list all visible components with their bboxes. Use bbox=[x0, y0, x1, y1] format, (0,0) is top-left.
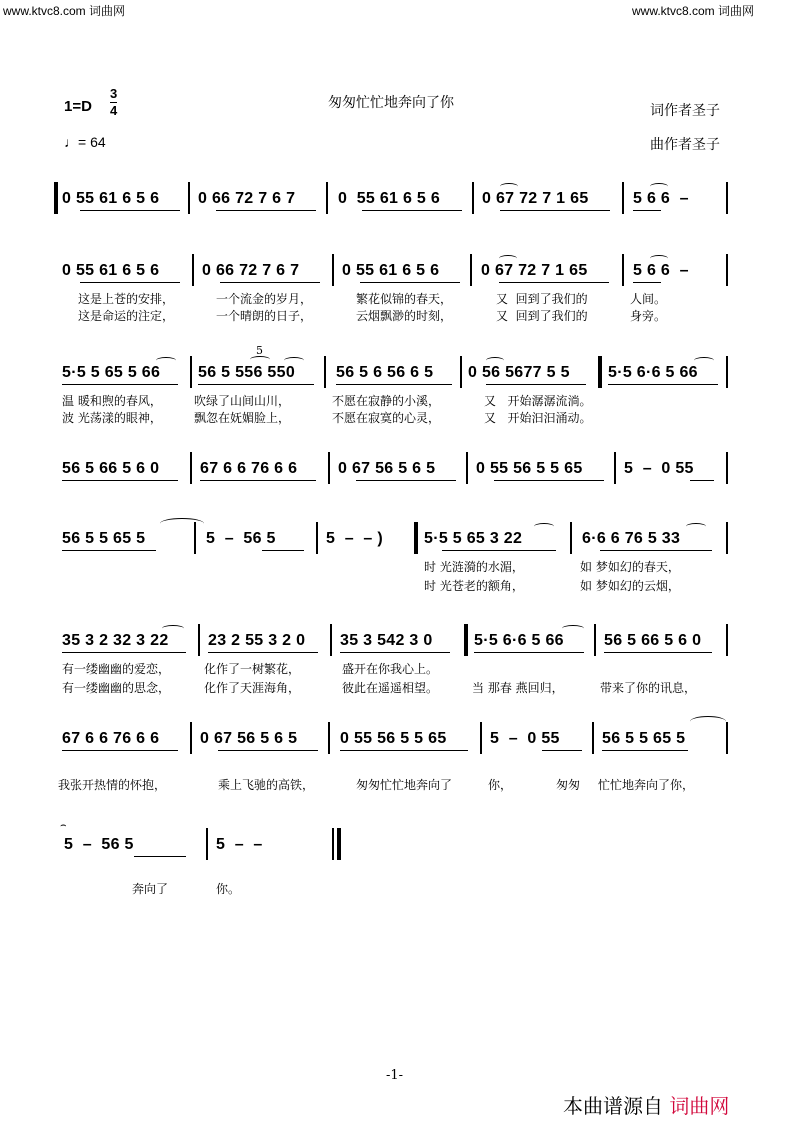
lyric: 乘上飞驰的高铁， bbox=[218, 778, 315, 792]
underline bbox=[62, 550, 156, 551]
measure-notes: 0 55 61 6 5 6 bbox=[342, 262, 440, 279]
measure-notes: 35 3 542 3 0 bbox=[340, 632, 433, 649]
slur bbox=[499, 255, 517, 262]
slur bbox=[686, 523, 706, 530]
measure-notes: 56 5 66 5 6 0 bbox=[604, 632, 702, 649]
underline bbox=[602, 750, 688, 751]
barline bbox=[570, 522, 572, 554]
underline bbox=[198, 384, 314, 385]
lyric: 这是命运的注定， bbox=[78, 309, 175, 323]
slur bbox=[650, 255, 668, 262]
barline bbox=[324, 356, 326, 388]
lyric: 繁花似锦的春天， bbox=[356, 292, 453, 306]
barline bbox=[480, 722, 482, 754]
barline bbox=[326, 182, 328, 214]
barline bbox=[332, 254, 334, 286]
underline bbox=[356, 480, 456, 481]
measure-notes: 5 6 6 – bbox=[633, 190, 689, 207]
barline bbox=[198, 624, 200, 656]
measure-notes: 5 – 56 5 bbox=[64, 836, 134, 853]
lyric: 有一缕幽幽的思念， bbox=[62, 681, 171, 695]
lyric: 化作了一树繁花， bbox=[204, 662, 301, 676]
measure-notes: 67 6 6 76 6 6 bbox=[62, 730, 160, 747]
slur bbox=[694, 357, 714, 364]
slur bbox=[500, 183, 518, 190]
underline bbox=[218, 750, 318, 751]
underline bbox=[360, 282, 460, 283]
lyric: 云烟飘渺的时刻， bbox=[356, 309, 453, 323]
lyric: 又 开始汩汩涌动。 bbox=[484, 411, 592, 425]
quarter-note-icon: ♩ bbox=[64, 134, 78, 150]
measure-notes: 56 5 5 65 5 bbox=[62, 530, 146, 547]
measure-notes: 5·5 5 65 3 22 bbox=[424, 530, 523, 547]
barline bbox=[206, 828, 208, 860]
source-site-link[interactable]: 词曲网 bbox=[669, 1094, 730, 1118]
barline bbox=[726, 452, 728, 484]
lyric: 我张开热情的怀抱， bbox=[58, 778, 167, 792]
lyric: 当 那春 燕回归， bbox=[472, 681, 564, 695]
time-signature bbox=[110, 87, 117, 118]
tempo-mark bbox=[64, 134, 106, 150]
time-signature-bottom: 4 bbox=[110, 103, 118, 118]
underline bbox=[633, 210, 661, 211]
underline bbox=[80, 282, 180, 283]
tuplet-number: 5 bbox=[256, 344, 263, 357]
lyric: 又 开始潺潺流淌。 bbox=[484, 394, 592, 408]
barline bbox=[622, 254, 624, 286]
final-barline-thin bbox=[332, 828, 334, 860]
barline bbox=[726, 722, 728, 754]
lyric: 化作了天涯海角， bbox=[204, 681, 301, 695]
measure-notes: 5 6 6 – bbox=[633, 262, 689, 279]
lyric: 吹绿了山间山川， bbox=[194, 394, 291, 408]
lyric: 一个流金的岁月， bbox=[216, 292, 313, 306]
tie bbox=[160, 518, 204, 529]
measure-notes: 0 55 61 6 5 6 bbox=[62, 262, 160, 279]
barline bbox=[594, 624, 596, 656]
measure-notes: 56 5 556 550 bbox=[198, 364, 296, 381]
underline bbox=[220, 282, 320, 283]
measure-notes: 0 55 56 5 5 65 bbox=[340, 730, 447, 747]
lyric: 忙忙地奔向了你， bbox=[598, 778, 695, 792]
underline bbox=[474, 652, 584, 653]
measure-notes: 0 66 72 7 6 7 bbox=[198, 190, 296, 207]
underline bbox=[216, 210, 316, 211]
measure-notes: 0 56 5677 5 5 bbox=[468, 364, 570, 381]
barline bbox=[726, 624, 728, 656]
final-barline-thick bbox=[337, 828, 341, 860]
underline bbox=[362, 210, 462, 211]
lyric: 身旁。 bbox=[630, 309, 667, 323]
lyric: 匆匆 bbox=[556, 778, 581, 792]
measure-notes: 5·5 6·6 5 66 bbox=[474, 632, 564, 649]
barline bbox=[726, 254, 728, 286]
repeat-bar bbox=[464, 624, 468, 656]
barline bbox=[622, 182, 624, 214]
barline bbox=[470, 254, 472, 286]
measure-notes: 56 5 66 5 6 0 bbox=[62, 460, 160, 477]
lyric: 时 光涟漪的水湄， bbox=[424, 560, 524, 574]
lyric: 又 回到了我们的 bbox=[496, 309, 588, 323]
lyric: 匆匆忙忙地奔向了 bbox=[356, 778, 453, 792]
measure-notes: 67 6 6 76 6 6 bbox=[200, 460, 298, 477]
lyric: 奔向了 bbox=[132, 882, 169, 896]
slur bbox=[650, 183, 668, 190]
tie bbox=[690, 716, 726, 727]
measure-notes: 0 55 61 6 5 6 bbox=[62, 190, 160, 207]
underline bbox=[604, 652, 712, 653]
measure-notes: 5 – 0 55 bbox=[490, 730, 560, 747]
measure-notes: 0 55 56 5 5 65 bbox=[476, 460, 583, 477]
underline bbox=[262, 550, 304, 551]
barline bbox=[194, 522, 196, 554]
underline bbox=[134, 856, 186, 857]
lyric: 温 暖和煦的春风， bbox=[62, 394, 162, 408]
barline bbox=[316, 522, 318, 554]
measure-notes: 23 2 55 3 2 0 bbox=[208, 632, 306, 649]
lyric: 你。 bbox=[216, 882, 241, 896]
underline bbox=[208, 652, 318, 653]
lyric: 彼此在遥遥相望。 bbox=[342, 681, 439, 695]
underline bbox=[340, 750, 468, 751]
barline bbox=[726, 356, 728, 388]
barline bbox=[466, 452, 468, 484]
time-signature-top: 3 bbox=[110, 86, 118, 101]
barline bbox=[328, 722, 330, 754]
measure-notes: 0 67 56 5 6 5 bbox=[338, 460, 436, 477]
measure-notes: 0 67 72 7 1 65 bbox=[481, 262, 588, 279]
measure-notes: 0 55 61 6 5 6 bbox=[338, 190, 441, 207]
slur bbox=[156, 357, 176, 364]
underline bbox=[442, 550, 556, 551]
tempo-value: = 64 bbox=[78, 134, 106, 150]
measure-notes: 56 5 5 65 5 bbox=[602, 730, 686, 747]
measure-notes: 35 3 2 32 3 22 bbox=[62, 632, 169, 649]
slur bbox=[162, 625, 184, 632]
underline bbox=[62, 384, 178, 385]
lyric: 一个晴朗的日子， bbox=[216, 309, 313, 323]
underline bbox=[80, 210, 180, 211]
slur bbox=[562, 625, 584, 632]
lyric: 不愿在寂寞的心灵， bbox=[332, 411, 441, 425]
repeat-start-bar bbox=[414, 522, 418, 554]
song-title: 匆匆忙忙地奔向了你 bbox=[328, 95, 454, 111]
page-number: -1- bbox=[386, 1068, 404, 1083]
barline bbox=[328, 452, 330, 484]
repeat-start-bar bbox=[54, 182, 58, 214]
measure-notes: 0 67 72 7 1 65 bbox=[482, 190, 589, 207]
underline bbox=[690, 480, 714, 481]
measure-notes: 6·6 6 76 5 33 bbox=[582, 530, 681, 547]
barline bbox=[190, 452, 192, 484]
barline bbox=[726, 522, 728, 554]
lyric: 时 光苍老的额角， bbox=[424, 579, 524, 593]
barline bbox=[472, 182, 474, 214]
underline bbox=[486, 384, 586, 385]
slur bbox=[284, 357, 304, 364]
lyric: 飘忽在妩媚脸上， bbox=[194, 411, 291, 425]
barline bbox=[190, 722, 192, 754]
barline bbox=[330, 624, 332, 656]
underline bbox=[500, 210, 610, 211]
barline bbox=[188, 182, 190, 214]
measure-notes: 56 5 6 56 6 5 bbox=[336, 364, 434, 381]
measure-notes: 0 67 56 5 6 5 bbox=[200, 730, 298, 747]
slur bbox=[250, 356, 270, 363]
measure-notes: 5 – 0 55 bbox=[624, 460, 694, 477]
key-signature: 1=D bbox=[64, 98, 92, 115]
lyric: 带来了你的讯息， bbox=[600, 681, 697, 695]
lyric: 有一缕幽幽的爱恋， bbox=[62, 662, 171, 676]
barline bbox=[726, 182, 728, 214]
underline bbox=[499, 282, 609, 283]
underline bbox=[62, 750, 178, 751]
lyric: 如 梦如幻的春天， bbox=[580, 560, 680, 574]
measure-notes: 5·5 5 65 5 66 bbox=[62, 364, 161, 381]
barline bbox=[592, 722, 594, 754]
barline bbox=[192, 254, 194, 286]
barline bbox=[460, 356, 462, 388]
repeat-bar bbox=[598, 356, 602, 388]
underline bbox=[600, 550, 712, 551]
underline bbox=[608, 384, 718, 385]
lyric: 波 光荡漾的眼神， bbox=[62, 411, 162, 425]
watermark-right: www.ktvc8.com 词曲网 bbox=[632, 4, 755, 18]
lyric: 盛开在你我心上。 bbox=[342, 662, 439, 676]
lyric: 不愿在寂静的小溪， bbox=[332, 394, 441, 408]
underline bbox=[200, 480, 316, 481]
underline bbox=[633, 282, 661, 283]
lyric: 这是上苍的安排， bbox=[78, 292, 175, 306]
lyric: 如 梦如幻的云烟， bbox=[580, 579, 680, 593]
measure-notes: 5 – – bbox=[216, 836, 263, 853]
barline bbox=[614, 452, 616, 484]
measure-notes: 5·5 6·6 5 66 bbox=[608, 364, 698, 381]
underline bbox=[542, 750, 582, 751]
measure-notes: 0 66 72 7 6 7 bbox=[202, 262, 300, 279]
lyric: 你， bbox=[488, 778, 513, 792]
barline bbox=[190, 356, 192, 388]
watermark-left: www.ktvc8.com 词曲网 bbox=[3, 4, 126, 18]
underline bbox=[336, 384, 452, 385]
lyric: 人间。 bbox=[630, 292, 667, 306]
measure-notes: 5 – 56 5 bbox=[206, 530, 276, 547]
slur bbox=[486, 357, 504, 364]
source-credit bbox=[563, 1090, 729, 1119]
tie-continuation-icon: ⌢ bbox=[60, 820, 67, 831]
measure-notes: 5 – – ) bbox=[326, 530, 383, 547]
composer: 曲作者圣子 bbox=[650, 137, 720, 153]
underline bbox=[340, 652, 450, 653]
slur bbox=[534, 523, 554, 530]
underline bbox=[62, 652, 186, 653]
lyric: 又 回到了我们的 bbox=[496, 292, 588, 306]
underline bbox=[494, 480, 604, 481]
underline bbox=[62, 480, 178, 481]
lyricist: 词作者圣子 bbox=[650, 103, 720, 119]
source-prefix: 本曲谱源自 bbox=[563, 1094, 663, 1118]
